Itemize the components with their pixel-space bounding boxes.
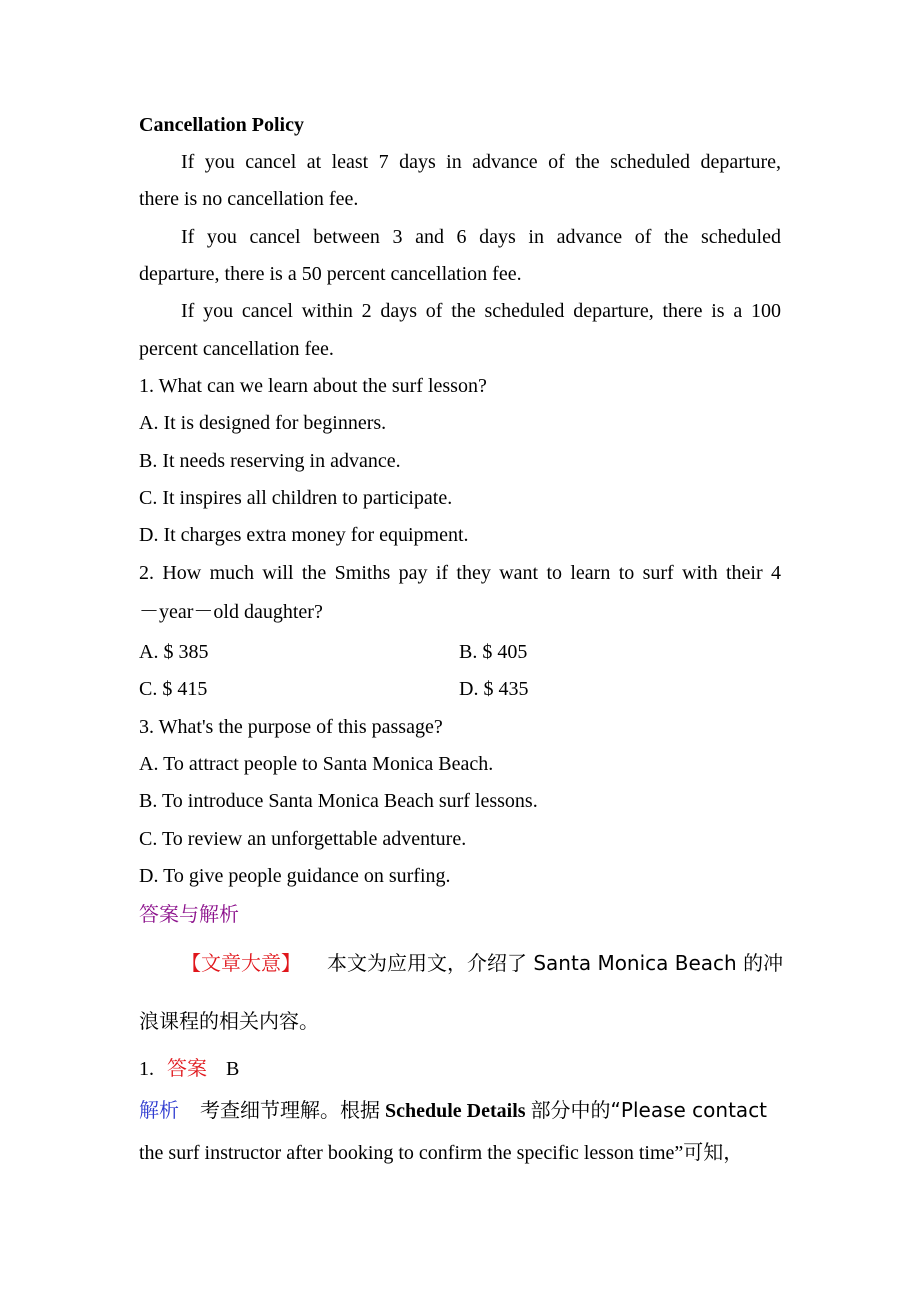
answer-1-value: B <box>226 1058 240 1080</box>
question-3-option-c: C. To review an unforgettable adventure. <box>139 828 467 850</box>
question-1-option-a: A. It is designed for beginners. <box>139 412 387 434</box>
question-3-option-b: B. To introduce Santa Monica Beach surf lessons. <box>139 790 538 812</box>
answer-1-number: 1. <box>139 1058 154 1080</box>
question-2-option-a: A. $ 385 <box>139 641 209 663</box>
question-2-stem-line-1: 2. How much will the Smiths pay if they want to learn to surf with their 4 <box>139 562 781 584</box>
question-3-stem: 3. What's the purpose of this passage? <box>139 716 443 738</box>
question-1-option-c: C. It inspires all children to participate. <box>139 487 453 509</box>
analysis-text-quote-start: 部分中的“Please contact <box>530 1098 768 1122</box>
summary-text-line-1: 本文为应用文，介绍了 Santa Monica Beach 的冲 <box>327 951 784 975</box>
analysis-label: 解析 <box>139 1098 179 1122</box>
question-3-option-d: D. To give people guidance on surfing. <box>139 865 451 887</box>
policy-paragraph-3-line-2: percent cancellation fee. <box>139 338 334 360</box>
answer-1-line <box>139 1055 781 1082</box>
answers-heading: 答案与解析 <box>139 902 239 926</box>
analysis-line-2: the surf instructor after booking to confirm the specific lesson time”可知， <box>139 1142 744 1164</box>
policy-paragraph-3-line-1: If you cancel within 2 days of the scheduled departure, there is a 100 <box>181 300 781 322</box>
policy-paragraph-2-line-2: departure, there is a 50 percent cancellation fee. <box>139 263 522 285</box>
summary-text-line-2: 浪课程的相关内容。 <box>139 1009 319 1033</box>
question-2-options-row-2 <box>139 676 781 702</box>
policy-paragraph-2-line-1: If you cancel between 3 and 6 days in advance of the scheduled <box>181 226 781 248</box>
policy-paragraph-1-line-1: If you cancel at least 7 days in advance of the scheduled departure, <box>181 151 781 173</box>
question-1-stem: 1. What can we learn about the surf lesson? <box>139 375 487 397</box>
policy-paragraph-1-line-2: there is no cancellation fee. <box>139 188 359 210</box>
question-2-option-c: C. $ 415 <box>139 678 208 700</box>
analysis-text-start: 考查细节理解。根据 <box>200 1098 380 1122</box>
summary-label: 【文章大意】 <box>181 951 301 975</box>
cancellation-policy-heading: Cancellation Policy <box>139 114 304 136</box>
question-2-option-b: B. $ 405 <box>459 641 528 663</box>
summary-line-1 <box>139 950 784 977</box>
answer-1-label: 答案 <box>167 1056 207 1080</box>
question-3-option-a: A. To attract people to Santa Monica Beach. <box>139 753 494 775</box>
analysis-section-name: Schedule Details <box>385 1100 526 1122</box>
question-1-option-b: B. It needs reserving in advance. <box>139 450 401 472</box>
question-2-stem-line-2: －year－old daughter? <box>139 601 323 623</box>
question-1-option-d: D. It charges extra money for equipment. <box>139 524 469 546</box>
question-2-options-row-1 <box>139 639 781 665</box>
question-2-option-d: D. $ 435 <box>459 678 529 700</box>
analysis-line-1 <box>139 1097 781 1124</box>
